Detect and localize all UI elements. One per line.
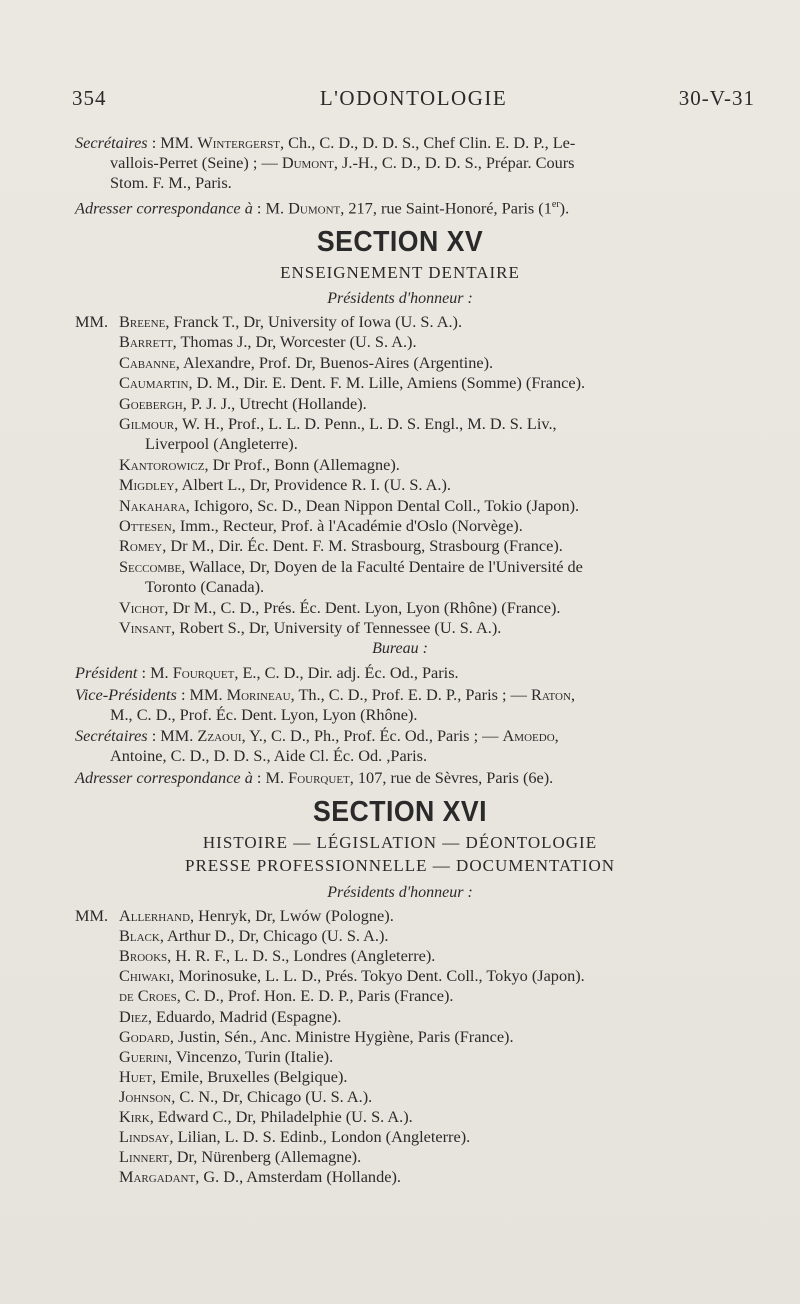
member-entry (0, 1147, 800, 1167)
member-entry (0, 618, 800, 638)
vice-presidents-line-2: M., C. D., Prof. Éc. Dent. Lyon, Lyon (Rhône). (110, 705, 418, 724)
vice-presidents-line: Vice-Présidents : MM. Morineau, Th., C. D., Prof. E. D. P., Paris ; — Raton, (75, 685, 576, 704)
member-details: , Morinosuke, L. L. D., Prés. Tokyo Dent. Coll., Tokyo (Japon). (170, 966, 585, 986)
member-entry (0, 475, 800, 495)
member-name: de Croes (119, 986, 177, 1006)
member-name: Kantorowicz (119, 454, 205, 474)
member-name: Godard (119, 1026, 170, 1046)
member-entry (0, 926, 800, 946)
member-details: , Lilian, L. D. S. Edinb., London (Angleterre). (169, 1127, 471, 1147)
member-entry (0, 373, 800, 393)
member-name: Nakahara (119, 495, 186, 515)
member-entry (0, 946, 800, 966)
member-name: Vichot (119, 597, 165, 617)
member-entry (0, 496, 800, 516)
member-entry (0, 332, 800, 352)
member-entry (0, 986, 800, 1006)
member-name: Seccombe (119, 556, 182, 576)
member-details: Toronto (Canada). (145, 577, 265, 597)
member-entry (0, 353, 800, 373)
mm-label-2: MM. (75, 906, 109, 925)
member-entry (0, 1127, 800, 1147)
bureau-heading: Bureau : (372, 640, 428, 657)
address-line: Adresser correspondance à : M. Fourquet, 107, rue de Sèvres, Paris (6e). (75, 768, 554, 787)
member-name: Allerhand (119, 906, 191, 925)
member-entry (0, 966, 800, 986)
member-details: , Ichigoro, Sc. D., Dean Nippon Dental Coll., Tokio (Japon). (185, 495, 580, 515)
member-name: Cabanne (119, 352, 176, 372)
member-details: , Justin, Sén., Anc. Ministre Hygiène, Paris (France). (169, 1026, 514, 1046)
member-details: , Vincenzo, Turin (Italie). (168, 1046, 334, 1066)
member-name: Johnson (119, 1086, 172, 1106)
member-name: Migdley (119, 475, 175, 495)
member-name: Vinsant (119, 618, 172, 637)
member-entry (0, 434, 800, 454)
prev-secretaires-line-3: Stom. F. M., Paris. (110, 173, 232, 192)
member-name: Brooks (119, 946, 168, 966)
member-entry (0, 1007, 800, 1027)
member-details: , Eduardo, Madrid (Espagne). (147, 1006, 342, 1026)
member-name: Caumartin (119, 373, 189, 393)
member-name: Diez (119, 1006, 148, 1026)
member-entry (0, 557, 800, 577)
secretaires-line-2: Antoine, C. D., D. D. S., Aide Cl. Éc. Od. ,Paris. (110, 746, 428, 765)
prev-secretaires-line-2: vallois-Perret (Seine) ; — Dumont, J.-H., C. D., D. D. S., Prépar. Cours (110, 153, 575, 172)
page-number: 354 (72, 86, 107, 110)
member-entry (0, 598, 800, 618)
section-title-2: SECTION XVI (312, 796, 488, 828)
member-name: Ottesen (119, 516, 172, 535)
member-entry (0, 1047, 800, 1067)
section-subtitle-2b: PRESSE PROFESSIONNELLE — DOCUMENTATION (184, 856, 616, 875)
issue-date: 30-V-31 (678, 86, 755, 110)
mm-label: MM. (75, 312, 109, 331)
member-details: , Robert S., Dr, University of Tennessee (U. S. A.). (171, 618, 502, 637)
section-title: SECTION XV (316, 226, 484, 258)
member-details: , Imm., Recteur, Prof. à l'Académie d'Oslo (Norvège). (171, 516, 523, 535)
member-details: , W. H., Prof., L. L. D. Penn., L. D. S. Engl., M. D. S. Liv., (174, 414, 557, 433)
secretaires-line: Secrétaires : MM. Zzaoui, Y., C. D., Ph., Prof. Éc. Od., Paris ; — Amoedo, (75, 726, 559, 745)
member-entry (0, 1067, 800, 1087)
prev-secretaires-line: Secrétaires : MM. Wintergerst, Ch., C. D., D. D. S., Chef Clin. E. D. P., Le- (75, 133, 576, 152)
member-name: Guerini (119, 1046, 169, 1066)
member-details: , G. D., Amsterdam (Hollande). (195, 1167, 401, 1187)
journal-title: L'ODONTOLOGIE (319, 86, 508, 110)
member-details: , C. N., Dr, Chicago (U. S. A.). (171, 1086, 373, 1106)
president-line: Président : M. Fourquet, E., C. D., Dir. adj. Éc. Od., Paris. (75, 663, 459, 682)
member-details: , Wallace, Dr, Doyen de la Faculté Dentaire de l'Université de (181, 556, 583, 576)
member-entry (0, 455, 800, 475)
member-name: Linnert (119, 1147, 169, 1167)
member-entry (0, 312, 800, 332)
member-entry (0, 1107, 800, 1127)
member-details: , Emile, Bruxelles (Belgique). (152, 1066, 348, 1086)
member-details: , Dr, Nürenberg (Allemagne). (168, 1147, 362, 1167)
member-details: , Dr M., Dir. Éc. Dent. F. M. Strasbourg, Strasbourg (France). (162, 536, 563, 556)
member-name: Margadant (119, 1167, 196, 1187)
member-name: Kirk (119, 1107, 150, 1126)
member-details: , Alexandre, Prof. Dr, Buenos-Aires (Argentine). (175, 352, 494, 372)
member-details: , Thomas J., Dr, Worcester (U. S. A.). (172, 332, 417, 352)
member-details: , D. M., Dir. E. Dent. F. M. Lille, Amiens (Somme) (France). (188, 373, 586, 393)
member-name: Chiwaki (119, 966, 171, 986)
member-name: Black (119, 926, 160, 946)
member-name: Breene (119, 312, 166, 331)
member-details: , Edward C., Dr, Philadelphie (U. S. A.). (149, 1107, 413, 1126)
member-details: , C. D., Prof. Hon. E. D. P., Paris (France). (176, 986, 454, 1006)
member-details: , Dr M., C. D., Prés. Éc. Dent. Lyon, Lyon (Rhône) (France). (164, 597, 561, 617)
member-entry (0, 516, 800, 536)
honor-heading-2: Présidents d'honneur : (327, 884, 473, 901)
member-name: Barrett (119, 332, 173, 352)
member-name: Gilmour (119, 414, 175, 433)
member-entry (0, 414, 800, 434)
member-entry (0, 1167, 800, 1187)
member-entry (0, 1027, 800, 1047)
member-entry (0, 536, 800, 556)
section-subtitle: ENSEIGNEMENT DENTAIRE (280, 263, 520, 282)
prev-address-line: Adresser correspondance à : M. Dumont, 217, rue Saint-Honoré, Paris (1er). (75, 198, 570, 218)
member-details: Liverpool (Angleterre). (145, 434, 298, 454)
member-entry (0, 394, 800, 414)
member-details: , Arthur D., Dr, Chicago (U. S. A.). (159, 926, 389, 946)
member-details: , Franck T., Dr, University of Iowa (U. S. A.). (165, 312, 463, 331)
member-details: , Albert L., Dr, Providence R. I. (U. S. A.). (174, 475, 451, 495)
honor-heading: Présidents d'honneur : (327, 290, 473, 307)
member-name: Lindsay (119, 1127, 170, 1147)
running-header (72, 86, 755, 114)
section-subtitle-2a: HISTOIRE — LÉGISLATION — DÉONTOLOGIE (202, 833, 598, 852)
member-name: Huet (119, 1066, 153, 1086)
member-details: , P. J. J., Utrecht (Hollande). (182, 393, 367, 413)
member-details: , Henryk, Dr, Lwów (Pologne). (190, 906, 394, 925)
member-entry (0, 1087, 800, 1107)
member-entry (0, 577, 800, 597)
member-details: , Dr Prof., Bonn (Allemagne). (204, 454, 400, 474)
member-details: , H. R. F., L. D. S., Londres (Angleterre). (167, 946, 436, 966)
member-name: Goebergh (119, 393, 183, 413)
member-entry (0, 906, 800, 926)
member-name: Romey (119, 536, 163, 556)
